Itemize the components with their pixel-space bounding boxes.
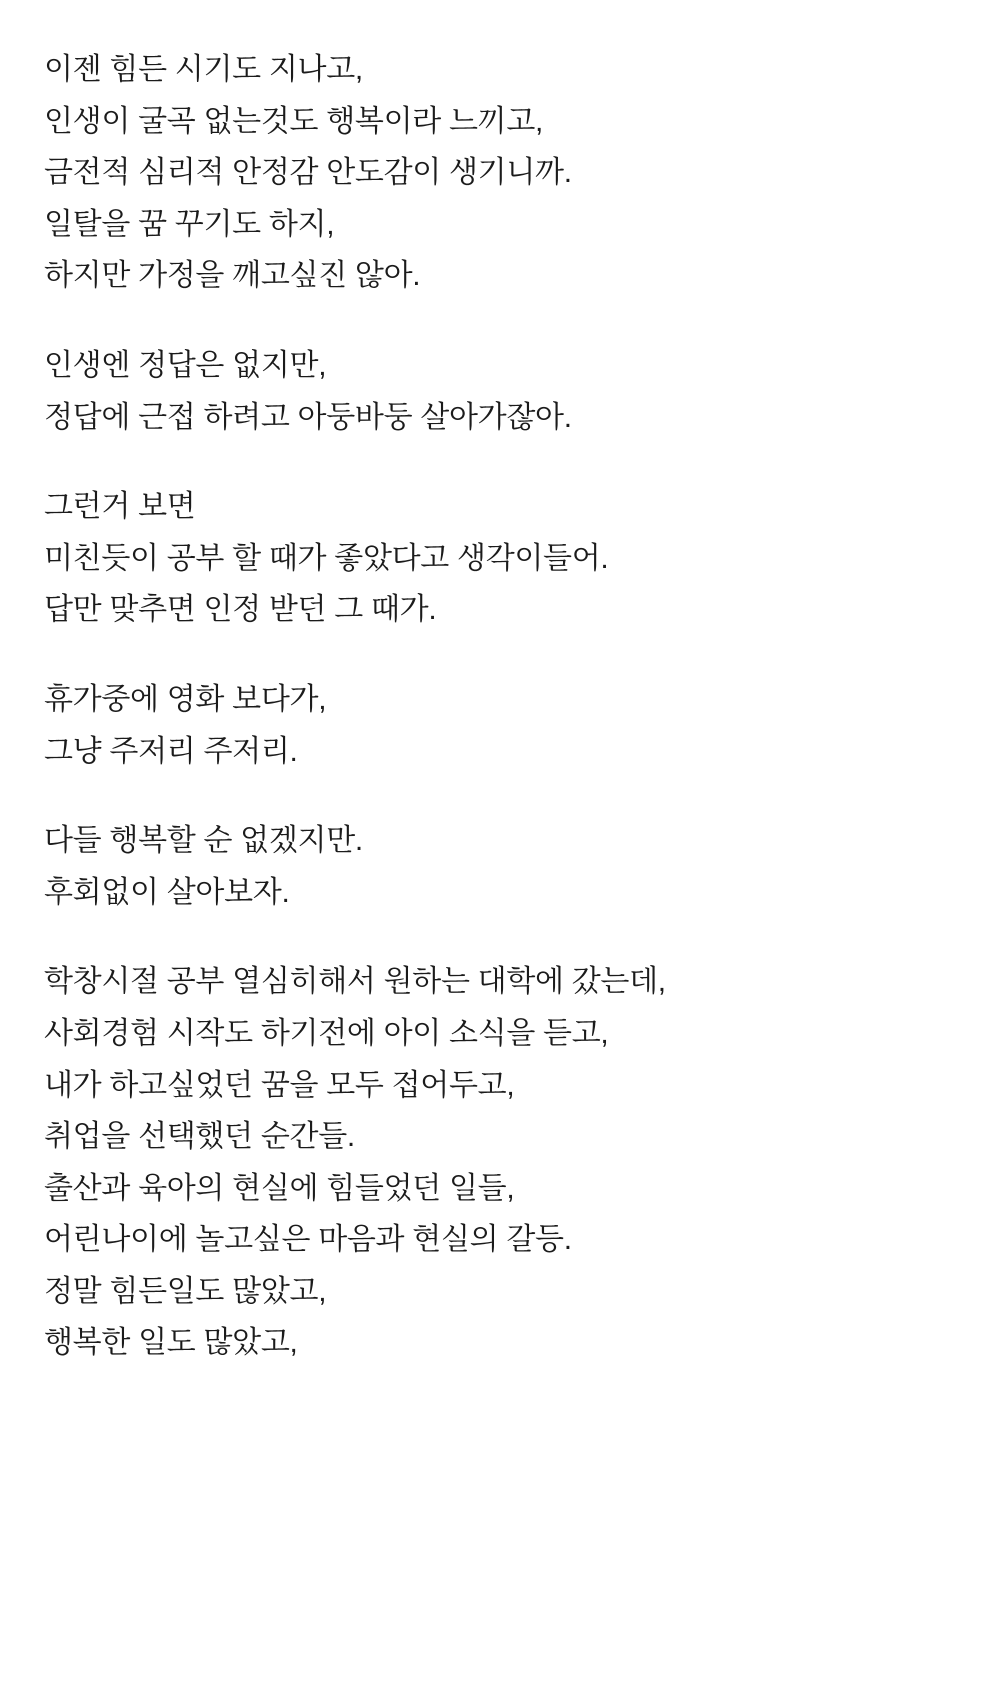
text-line: 그냥 주저리 주저리.	[44, 734, 298, 768]
text-line: 인생엔 정답은 없지만,	[44, 348, 327, 382]
text-line: 다들 행복할 순 없겠지만.	[44, 824, 363, 858]
text-line: 금전적 심리적 안정감 안도감이 생기니까.	[44, 156, 572, 190]
text-line: 행복한 일도 많았고,	[44, 1326, 298, 1360]
text-line: 후회없이 살아보자.	[44, 875, 290, 909]
text-line: 이젠 힘든 시기도 지나고,	[44, 53, 363, 86]
text-line: 어린나이에 놀고싶은 마음과 현실의 갈등.	[44, 1223, 572, 1257]
text-paragraph	[44, 481, 960, 636]
document-body	[44, 44, 960, 1369]
text-line: 그런거 보면	[44, 490, 196, 524]
text-paragraph	[44, 340, 960, 443]
text-line: 일탈을 꿈 꾸기도 하지,	[44, 207, 335, 241]
text-paragraph	[44, 956, 960, 1369]
text-line: 취업을 선택했던 순간들.	[44, 1120, 355, 1154]
text-line: 내가 하고싶었던 꿈을 모두 접어두고,	[44, 1068, 515, 1102]
text-paragraph	[44, 815, 960, 918]
text-paragraph	[44, 44, 960, 302]
text-line: 답만 맞추면 인정 받던 그 때가.	[44, 593, 437, 627]
text-paragraph	[44, 674, 960, 777]
text-line: 하지만 가정을 깨고싶진 않아.	[44, 259, 421, 293]
text-line: 학창시절 공부 열심히해서 원하는 대학에 갔는데,	[44, 965, 666, 999]
text-line: 사회경험 시작도 하기전에 아이 소식을 듣고,	[44, 1016, 609, 1050]
text-line: 미친듯이 공부 할 때가 좋았다고 생각이들어.	[44, 541, 609, 575]
text-line: 인생이 굴곡 없는것도 행복이라 느끼고,	[44, 104, 544, 138]
text-line: 출산과 육아의 현실에 힘들었던 일들,	[44, 1171, 515, 1205]
text-line: 정말 힘든일도 많았고,	[44, 1274, 327, 1308]
text-line: 휴가중에 영화 보다가,	[44, 682, 327, 716]
text-line: 정답에 근접 하려고 아둥바둥 살아가잖아.	[44, 400, 572, 434]
